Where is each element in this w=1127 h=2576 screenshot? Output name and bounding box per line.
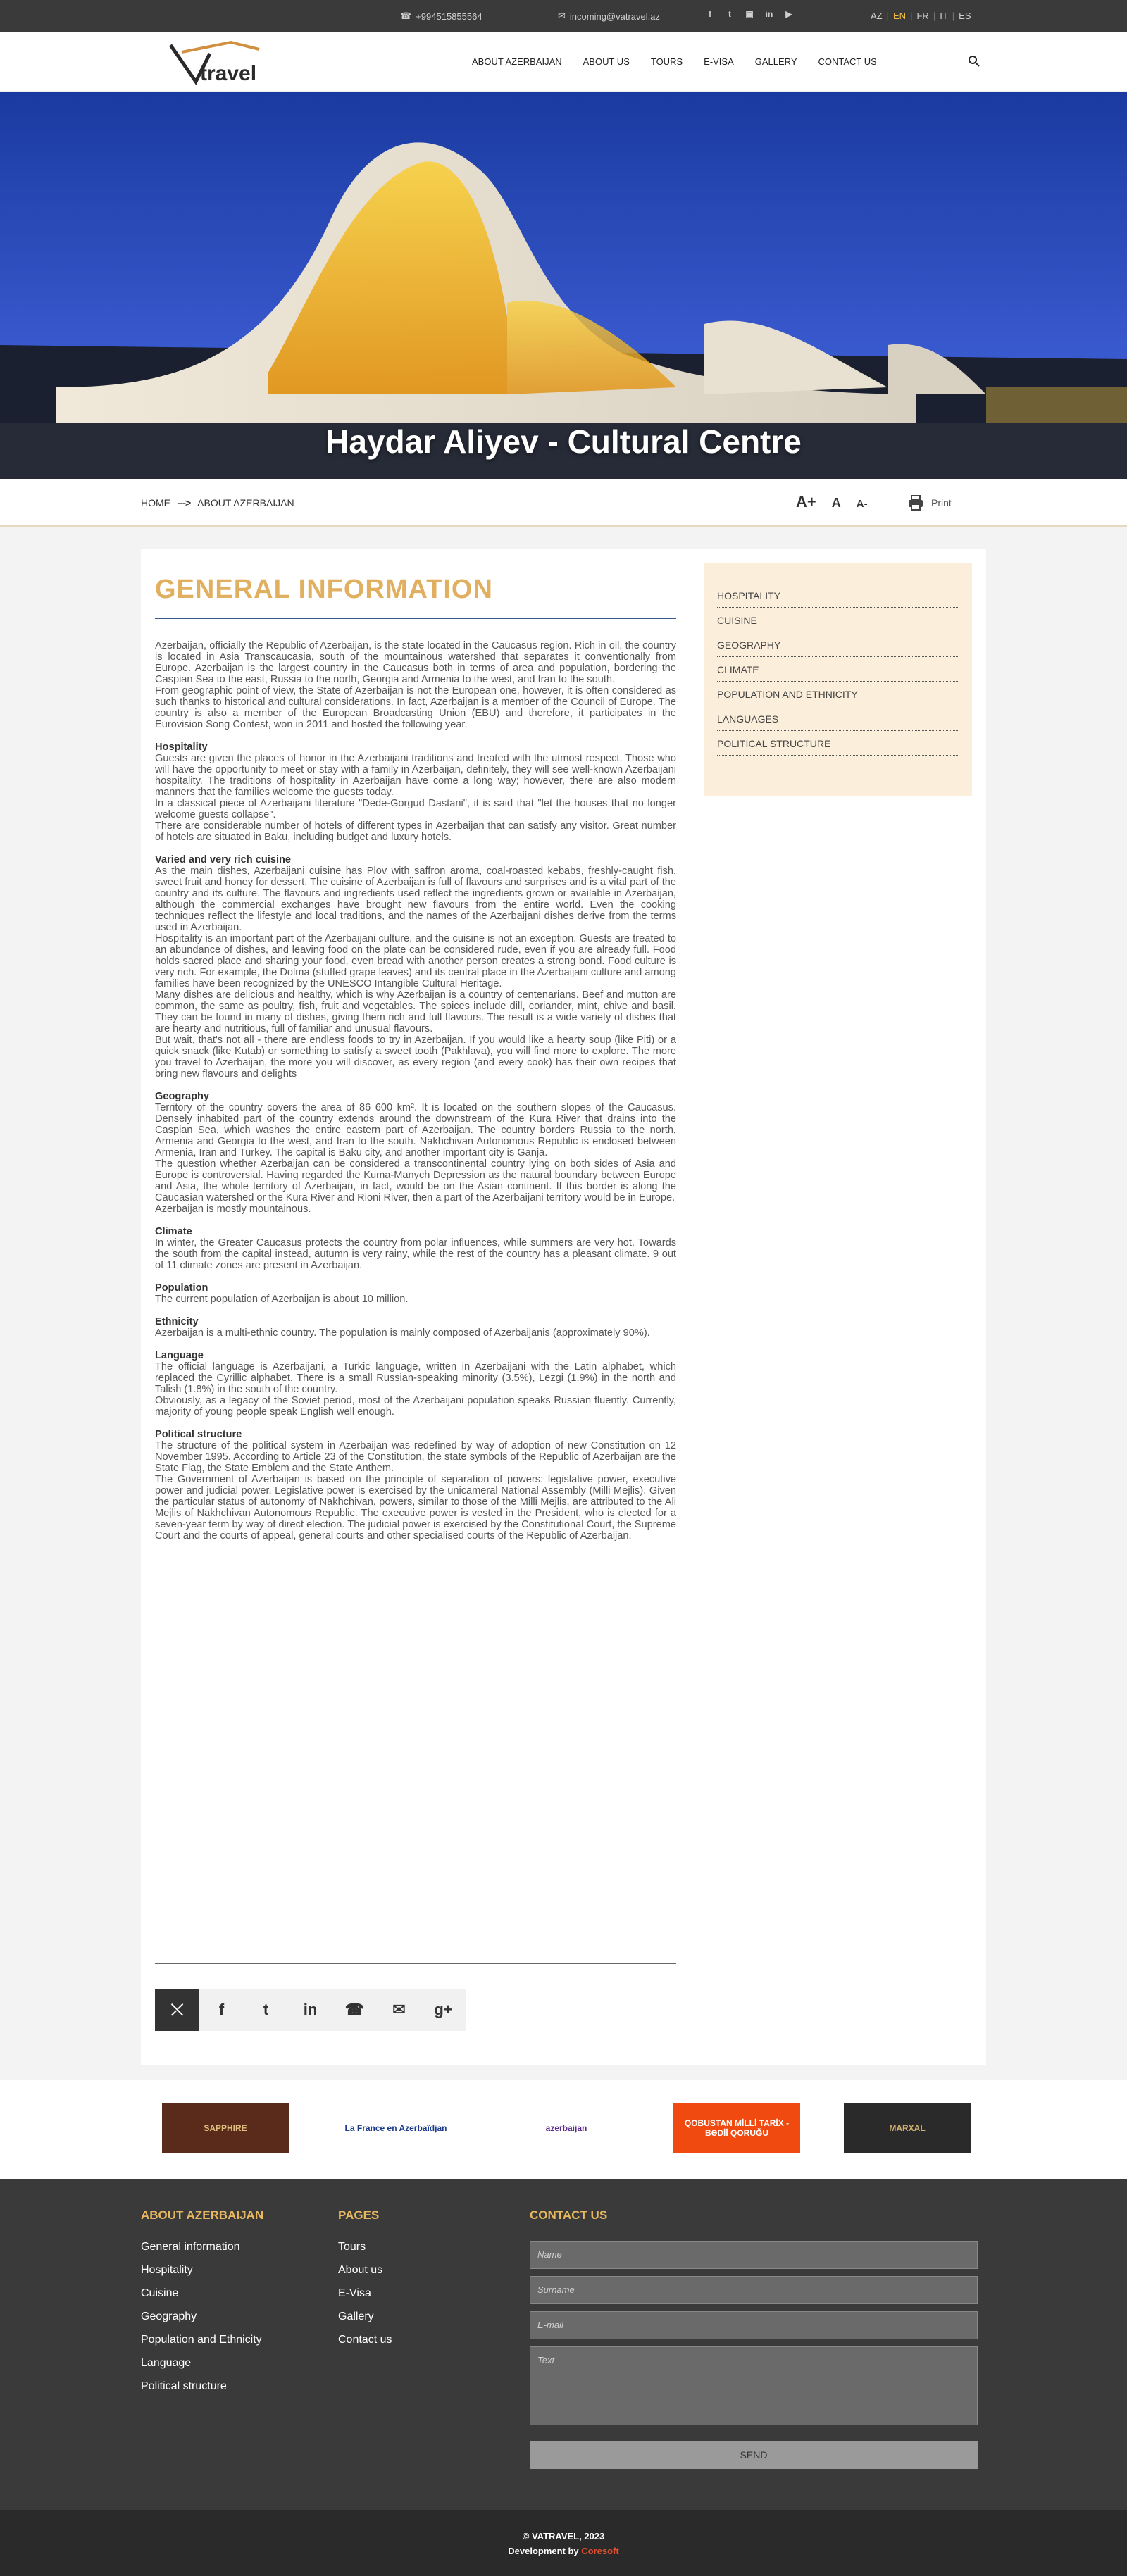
nav-about-azerbaijan[interactable]: ABOUT AZERBAIJAN [472, 56, 562, 67]
partner-logo[interactable]: MARXAL [844, 2103, 971, 2153]
footer-link-contact[interactable]: Contact us [338, 2334, 392, 2346]
font-reset-button[interactable]: A [831, 496, 841, 510]
sidebar-item-geography[interactable]: GEOGRAPHY [717, 632, 959, 657]
section-heading: Climate [155, 1226, 192, 1237]
share-divider [155, 1963, 676, 1964]
instagram-icon[interactable]: ▣ [745, 9, 754, 19]
section-paragraph: Territory of the country covers the area of 86 600 km². It is located on the southern slopes of the Caucasus. Densely inhabited part of the country extends around the downstream of the Kura River that drains into the Caspian Sea, which washes the entire eastern part of Azerbaijan. The country borders Russia to the north, Armenia and Georgia to the west, and Iran to the south. Nakhchivan Autonomous Republic is enclosed between Armenia, Iran and Turkey. The capital is Baku city, and another important city is Ganja. [155, 1102, 676, 1158]
section-heading: Ethnicity [155, 1316, 199, 1327]
sidebar-item-population[interactable]: POPULATION AND ETHNICITY [717, 682, 959, 706]
lang-en[interactable]: EN [893, 11, 907, 21]
section-paragraph: In a classical piece of Azerbaijani literature "Dede-Gorgud Dastani", it is said that "let the houses that no longer welcome guests collapse". [155, 798, 676, 820]
breadcrumb-current: ABOUT AZERBAIJAN [197, 497, 294, 508]
footer-contact-column [530, 2208, 978, 2469]
googleplus-share-icon[interactable]: g+ [421, 1989, 466, 2031]
lang-az[interactable]: AZ [871, 11, 883, 21]
section-paragraph: The current population of Azerbaijan is about 10 million. [155, 1294, 409, 1305]
surname-field[interactable]: Surname [530, 2276, 978, 2304]
section-heading: Varied and very rich cuisine [155, 854, 292, 865]
section-heading: Geography [155, 1091, 210, 1102]
section-heading: Language [155, 1350, 204, 1361]
print-button[interactable] [907, 494, 952, 511]
breadcrumb-arrow-icon: ---> [178, 497, 191, 508]
email-contact[interactable] [558, 11, 660, 22]
logo-text: travel [200, 62, 257, 85]
footer-about-title[interactable]: ABOUT AZERBAIJAN [141, 2208, 264, 2222]
breadcrumb-bar [0, 479, 1127, 527]
nav-e-visa[interactable]: E-VISA [704, 56, 734, 67]
section-paragraph: Guests are given the places of honor in the Azerbaijani traditions and treated with the utmost respect. Those who will have the opportunity to meet or stay with a family in Azerbaijan, definitely, they will see well-known Azerbaijani hospitality. The traditions of hospitality in Azerbaijan have come a long way; however, there are also modern manners that the families welcome the guests today. [155, 753, 676, 798]
font-decrease-button[interactable]: A- [856, 498, 868, 510]
sidebar-item-cuisine[interactable]: CUISINE [717, 608, 959, 632]
footer-link-hospitality[interactable]: Hospitality [141, 2264, 193, 2276]
section-heading: Political structure [155, 1429, 242, 1440]
hero-title: Haydar Aliyev - Cultural Centre [325, 423, 802, 460]
footer-link-population[interactable]: Population and Ethnicity [141, 2334, 262, 2346]
sidebar-item-hospitality[interactable]: HOSPITALITY [717, 583, 959, 608]
section-heading: Hospitality [155, 742, 208, 753]
hero-image [0, 92, 1127, 479]
lang-fr[interactable]: FR [916, 11, 929, 21]
article-panel [141, 549, 690, 2065]
section-paragraph: There are considerable number of hotels of different types in Azerbaijan that can satisfy any visitor. Great number of hotels are situated in Baku, including budget and luxury hotels. [155, 820, 676, 843]
footer-link-cuisine[interactable]: Cuisine [141, 2287, 179, 2299]
youtube-icon[interactable]: ▶ [785, 9, 792, 19]
sidebar-menu [704, 563, 972, 796]
nav-tours[interactable]: TOURS [650, 56, 683, 67]
footer-pages-column [338, 2208, 392, 2357]
nav-about-us[interactable]: ABOUT US [583, 56, 630, 67]
printer-icon [907, 494, 924, 511]
search-icon[interactable] [968, 55, 980, 68]
partner-logo[interactable]: azerbaijan [503, 2103, 630, 2153]
print-label: Print [931, 497, 952, 508]
intro-paragraph: From geographic point of view, the State of Azerbaijan is not the European one, however, it is often considered as such thanks to historical and cultural considerations. In fact, Azerbaijan is a member of the Council of Europe. The country is also a member of the European Broadcasting Union (EBU) and therefore, it participates in the Eurovision Song Contest, won in 2011 and hosted the following year. [155, 685, 676, 730]
partner-logo[interactable]: SAPPHIRE [162, 2103, 289, 2153]
linkedin-share-icon[interactable]: in [288, 1989, 332, 2031]
phone-contact[interactable] [400, 11, 482, 22]
title-divider [155, 618, 676, 619]
share-icon[interactable]: ⤬ [155, 1989, 199, 2031]
font-size-controls [796, 493, 868, 511]
section-paragraph: In winter, the Greater Caucasus protects the country from polar influences, while summers are very hot. Towards the south from the capital instead, autumn is very rainy, while the rest of the country has a pleasant climate. 9 out of 11 climate zones are present in Azerbaijan. [155, 1237, 676, 1271]
footer-link-general[interactable]: General information [141, 2241, 240, 2253]
top-bar [0, 0, 1127, 32]
footer-link-geography[interactable]: Geography [141, 2311, 197, 2322]
language-switcher: AZ | EN | FR | IT | ES [871, 11, 971, 21]
section-paragraph: As the main dishes, Azerbaijani cuisine has Plov with saffron aroma, coal-roasted kebabs, freshly-caught fish, sweet fruit and honey for dessert. The cuisine of Azerbaijan is full of flavours and surprises and is a vital part of the country and its culture. The flavours and ingredients used reflect the ingredients grown or available in Azerbaijan, although the commercial exchanges have brought new flavours from the entire world. Even the cooking techniques reflect the lifestyle and local traditions, and the names of the Azerbaijani dishes derive from the terms used in Azerbaijan. [155, 865, 676, 933]
site-logo[interactable] [168, 39, 273, 86]
section-paragraph: The official language is Azerbaijani, a Turkic language, written in Azerbaijani with the Latin alphabet, which replaced the Cyrillic alphabet. There is a small Russian-speaking minority (3.5%), Lezgi (1.9%) in the north and Talish (1.8%) in the south of the country. [155, 1361, 676, 1395]
social-links [704, 8, 795, 20]
section-paragraph: The Government of Azerbaijan is based on the principle of separation of powers: legislative power, executive power and judicial power. Legislative power is exercised by the unicameral National Assembly (Milli Mejlis). Given the particular status of autonomy of Nakhchivan, powers, similar to those of the Milli Mejlis, are attributed to the Ali Mejlis of Nakhchivan Autonomous Republic. The executive power is vested in the President, who is elected for a seven-year term by way of direct election. The judicial power is exercised by the Constitutional Court, the Supreme Court and the courts of appeal, general courts and other specialised courts of the Republic of Azerbaijan. [155, 1474, 676, 1542]
message-field[interactable]: Text [530, 2346, 978, 2425]
footer-pages-title[interactable]: PAGES [338, 2208, 380, 2222]
footer-contact-title[interactable]: CONTACT US [530, 2208, 608, 2222]
sidebar-item-political[interactable]: POLITICAL STRUCTURE [717, 731, 959, 756]
footer-about-column [141, 2208, 263, 2403]
section-paragraph: But wait, that's not all - there are endless foods to try in Azerbaijan. If you would like a hearty soup (like Piti) or a quick snack (like Kutab) or something to satisfy a sweet tooth (Pakhlava), you will find more to explore. The more you travel to Azerbaijan, the more you will discover, as every region (and every cook) has their own recipes that bring new flavours and delights [155, 1034, 676, 1080]
nav-contact-us[interactable]: CONTACT US [818, 56, 877, 67]
sidebar [690, 549, 986, 2065]
article-body [155, 640, 676, 1542]
partner-logo[interactable]: QOBUSTAN MİLLİ TARİX - BƏDİİ QORUĞU [673, 2103, 800, 2153]
share-bar [155, 1989, 466, 2031]
footer-link-gallery[interactable]: Gallery [338, 2311, 374, 2322]
breadcrumb [141, 497, 294, 508]
facebook-icon[interactable]: f [709, 9, 711, 19]
sidebar-item-languages[interactable]: LANGUAGES [717, 706, 959, 731]
footer-link-about-us[interactable]: About us [338, 2264, 383, 2276]
section-paragraph: Azerbaijan is mostly mountainous. [155, 1203, 311, 1215]
footer-link-evisa[interactable]: E-Visa [338, 2287, 371, 2299]
section-paragraph: The structure of the political system in Azerbaijan was redefined by way of adoption of new Constitution on 12 November 1995. According to Article 23 of the Constitution, the state symbols of the Republic of Azerbaijan are the State Flag, the State Emblem and the State Anthem. [155, 1440, 676, 1474]
footer-link-political[interactable]: Political structure [141, 2380, 227, 2392]
section-paragraph: Azerbaijan is a multi-ethnic country. The population is mainly composed of Azerbaijanis (approximately 90%). [155, 1327, 650, 1339]
name-field[interactable]: Name [530, 2241, 978, 2269]
partner-logo[interactable]: La France en Azerbaïdjan [332, 2103, 459, 2153]
developer-link[interactable]: Coresoft [581, 2546, 619, 2556]
sidebar-item-climate[interactable]: CLIMATE [717, 657, 959, 682]
section-paragraph: Many dishes are delicious and healthy, which is why Azerbaijan is a country of centenarians. Beef and mutton are common, the same as poultry, fish, fruit and vegetables. The spices include dill, coriander, mint, chive and basil. They can be found in many of dishes, giving them rich and full flavours. The result is a wide variety of dishes that are hearty and nutritious, full of familiar and unusual flavours. [155, 989, 676, 1034]
lang-es[interactable]: ES [959, 11, 971, 21]
site-footer [0, 2179, 1127, 2510]
section-paragraph: The question whether Azerbaijan can be considered a transcontinental country lying on both sides of Asia and Europe is controversial. Having regarded the Kuma-Manych Depression as the natural boundary between Europe and Asia, the whole territory of Azerbaijan, in fact, would be on the Asian continent. If this border is along the Caucasian watershed or the Kura River and Rioni River, then a part of the Azerbaijani territory would be in Europe. [155, 1158, 676, 1203]
mail-icon: ✉ [558, 11, 566, 21]
lang-it[interactable]: IT [940, 11, 948, 21]
twitter-share-icon[interactable]: t [244, 1989, 288, 2031]
footer-link-tours[interactable]: Tours [338, 2241, 366, 2253]
whatsapp-share-icon[interactable]: ☎ [332, 1989, 377, 2031]
main-nav [472, 56, 877, 67]
linkedin-icon[interactable]: in [765, 9, 773, 19]
section-paragraph: Hospitality is an important part of the Azerbaijani culture, and the cuisine is not an exception. Guests are treated to an abundance of dishes, and leaving food on the plate can be considered rude, even if you are already full. Food holds sacred place and sharing your food, even bread with another person creates a strong bond. Food culture is very rich. For example, the Dolma (stuffed grape leaves) and its central place in the Azerbaijani culture and among families have been recognized by the UNESCO Intangible Cultural Heritage. [155, 933, 676, 989]
partners-strip [141, 2097, 986, 2159]
facebook-share-icon[interactable]: f [199, 1989, 244, 2031]
development-label: Development by [508, 2546, 579, 2556]
site-header [0, 32, 1127, 92]
intro-paragraph: Azerbaijan, officially the Republic of Azerbaijan, is the state located in the Caucasus region. Rich in oil, the country is located in Asia Transcaucasia, south of the mountainous watershed that separates it conventionally from Europe. Azerbaijan is the largest country in the Caucasus both in terms of area and population, bordering the Caspian Sea to the east, Russia to the north, Georgia and Armenia to the west, and Iran to the south. [155, 640, 676, 685]
hero-banner [0, 92, 1127, 479]
breadcrumb-home[interactable]: HOME [141, 497, 170, 508]
nav-gallery[interactable]: GALLERY [754, 56, 797, 67]
page-title: GENERAL INFORMATION [155, 575, 493, 604]
section-paragraph: Obviously, as a legacy of the Soviet period, most of the Azerbaijani population speaks Russian fluently. Currently, majority of young people speak English well enough. [155, 1395, 676, 1418]
twitter-icon[interactable]: t [728, 9, 731, 19]
email-address[interactable]: incoming@vatravel.az [569, 11, 660, 22]
email-field[interactable]: E-mail [530, 2311, 978, 2339]
footer-link-language[interactable]: Language [141, 2357, 192, 2369]
section-heading: Population [155, 1282, 208, 1294]
send-button[interactable]: SEND [530, 2441, 978, 2469]
copyright-text: © VATRAVEL, 2023 [522, 2531, 605, 2541]
email-share-icon[interactable]: ✉ [377, 1989, 421, 2031]
font-increase-button[interactable]: A+ [796, 493, 816, 511]
phone-icon: ☎ [400, 11, 412, 21]
copyright-bar [0, 2510, 1127, 2576]
phone-number[interactable]: +994515855564 [416, 11, 482, 22]
